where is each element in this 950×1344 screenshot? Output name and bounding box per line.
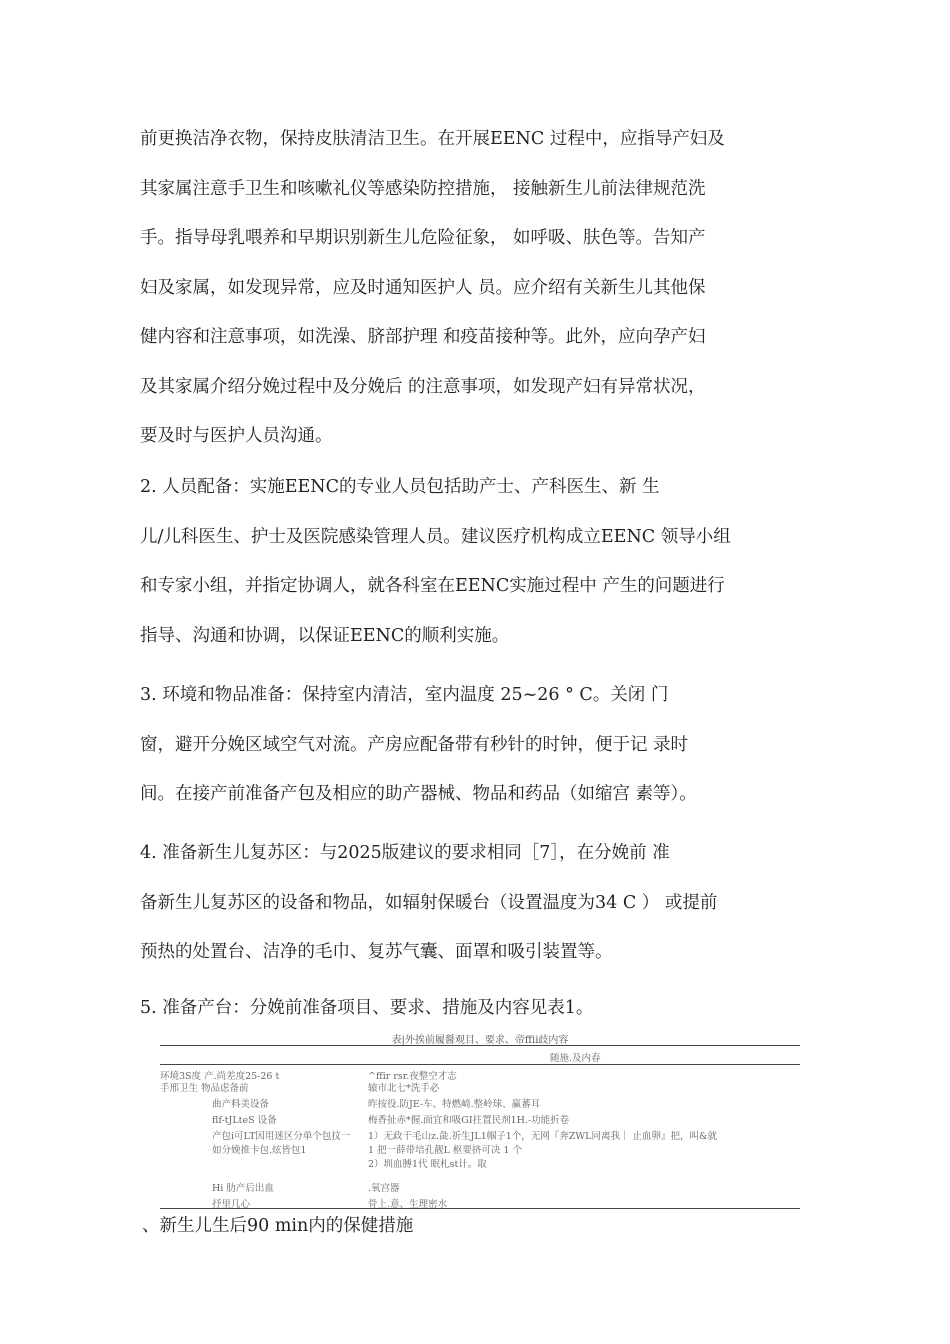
- table-cell: 1 把一薛带培孔靓L 枢要挤可决 1 个: [368, 1145, 522, 1156]
- table-cell: flf-tJLteS 设备: [212, 1115, 277, 1126]
- table-cell: 曲产料美设备: [212, 1099, 270, 1110]
- text-line: 备新生儿复苏区的设备和物品，如辐射保暖台（设置温度为34 C ） 或提前: [140, 892, 718, 913]
- text-line: 前更换洁净衣物，保持皮肤清洁卫生。在开展EENC 过程中，应指导产妇及: [140, 129, 725, 149]
- table-cell: 产包i可LT因用迷区分单个包抆一: [212, 1131, 351, 1142]
- table-top-rule: [160, 1045, 800, 1046]
- text-line: 5. 准备产台：分娩前准备项目、要求、措施及内容见表1。: [140, 998, 594, 1018]
- paragraph-resuscitation-area: [140, 829, 820, 978]
- table-cell: 手邢卫生 物品虑备前: [160, 1083, 249, 1094]
- text-line: 儿/儿科医生、护士及医院感染管理人员。建议医疗机构成立EENC 领导小组: [140, 526, 731, 547]
- paragraph-staffing: [140, 463, 820, 661]
- text-line: 健内容和注意事项，如洗澡、脐部护理 和疫苗接种等。此外，应向孕产妇: [140, 327, 706, 347]
- table-cell: 抒里几心: [212, 1199, 251, 1210]
- table-cell: 骨上.意、生理密水: [368, 1199, 448, 1210]
- text-line: 手。指导母乳喂养和早期识别新生儿危险征象， 如呼吸、肤色等。告知产: [140, 228, 706, 248]
- table-caption: 表|外挨前履醤观目、要求、帝ffii歧内容: [391, 1035, 569, 1046]
- text-line: 妇及家属，如发现异常，应及时通知医护人 员。应介绍有关新生儿其他保: [140, 277, 706, 298]
- text-line: 及其家属介绍分娩过程中及分娩后 的注意事项，如发现产妇有异常状况，: [140, 376, 706, 397]
- table-cell: ^ffir rsr.夜整空才志: [368, 1071, 457, 1082]
- table-cell: 环境3S度 产.尚差度25-26 t: [160, 1071, 280, 1082]
- text-line: 间。在接产前准备产包及相应的助产器械、物品和药品（如缩宫 素等）。: [140, 784, 697, 804]
- table-header-rule: [160, 1064, 800, 1065]
- text-line: 4. 准备新生儿复苏区：与2025版建议的要求相同［7］，在分娩前 准: [140, 843, 670, 863]
- preparation-table: [160, 1030, 800, 1210]
- text-line: 窗，避开分娩区域空气对流。产房应配备带有秒针的时钟，便于记 录时: [140, 734, 689, 755]
- table-cell: 1）无政干毛山z.彘.祈生JL1帼子1个，无网『奔ZWL同离我｜ 止血卵』把，叫&就: [368, 1131, 717, 1142]
- table-cell: 辕市北七*洗手必: [368, 1083, 440, 1094]
- text-line: 其家属注意手卫生和咳嗽礼仪等感染防控措施， 接触新生儿前法律规范洗: [140, 178, 706, 199]
- table-cell: 昨按役.防JE-车、特燃崎.整岭球、赢蕃耳: [368, 1099, 541, 1110]
- text-line: 指导、沟通和协调，以保证EENC的顺利实施。: [140, 625, 510, 646]
- table-cell: .氧宫器: [368, 1183, 400, 1194]
- text-line: 和专家小组，并指定协调人，就各科室在EENC实施过程中 产生的问题进行: [140, 576, 725, 596]
- table-cell: Hi 肋产后出血: [212, 1183, 274, 1194]
- table-cell: 2）圳血膊1代 眠札st计。取: [368, 1159, 487, 1170]
- text-line: 2. 人员配备：实施EENC的专业人员包括助产士、产科医生、新 生: [140, 477, 660, 497]
- table-cell: 梅香扯赤*握.面宜和吸GI拄置民剂1H.-功能折卷: [368, 1115, 570, 1126]
- table-header: 随施.及内春: [550, 1053, 601, 1064]
- section-heading: 、新生儿生后90 min内的保健措施: [142, 1216, 414, 1236]
- paragraph-hygiene-guidance: [140, 115, 820, 462]
- table-cell: 如分娩推卡包.炫皆包1: [212, 1145, 307, 1156]
- text-line: 要及时与医护人员沟通。: [140, 426, 333, 446]
- text-line: 3. 环境和物品准备：保持室内清洁，室内温度 25~26 ° C。关闭 门: [140, 685, 669, 705]
- table-bottom-rule: [160, 1208, 800, 1209]
- paragraph-delivery-table: [140, 984, 820, 1034]
- text-line: 预热的处置台、洁净的毛巾、复苏气囊、面罩和吸引装置等。: [140, 942, 613, 962]
- paragraph-environment: [140, 671, 820, 820]
